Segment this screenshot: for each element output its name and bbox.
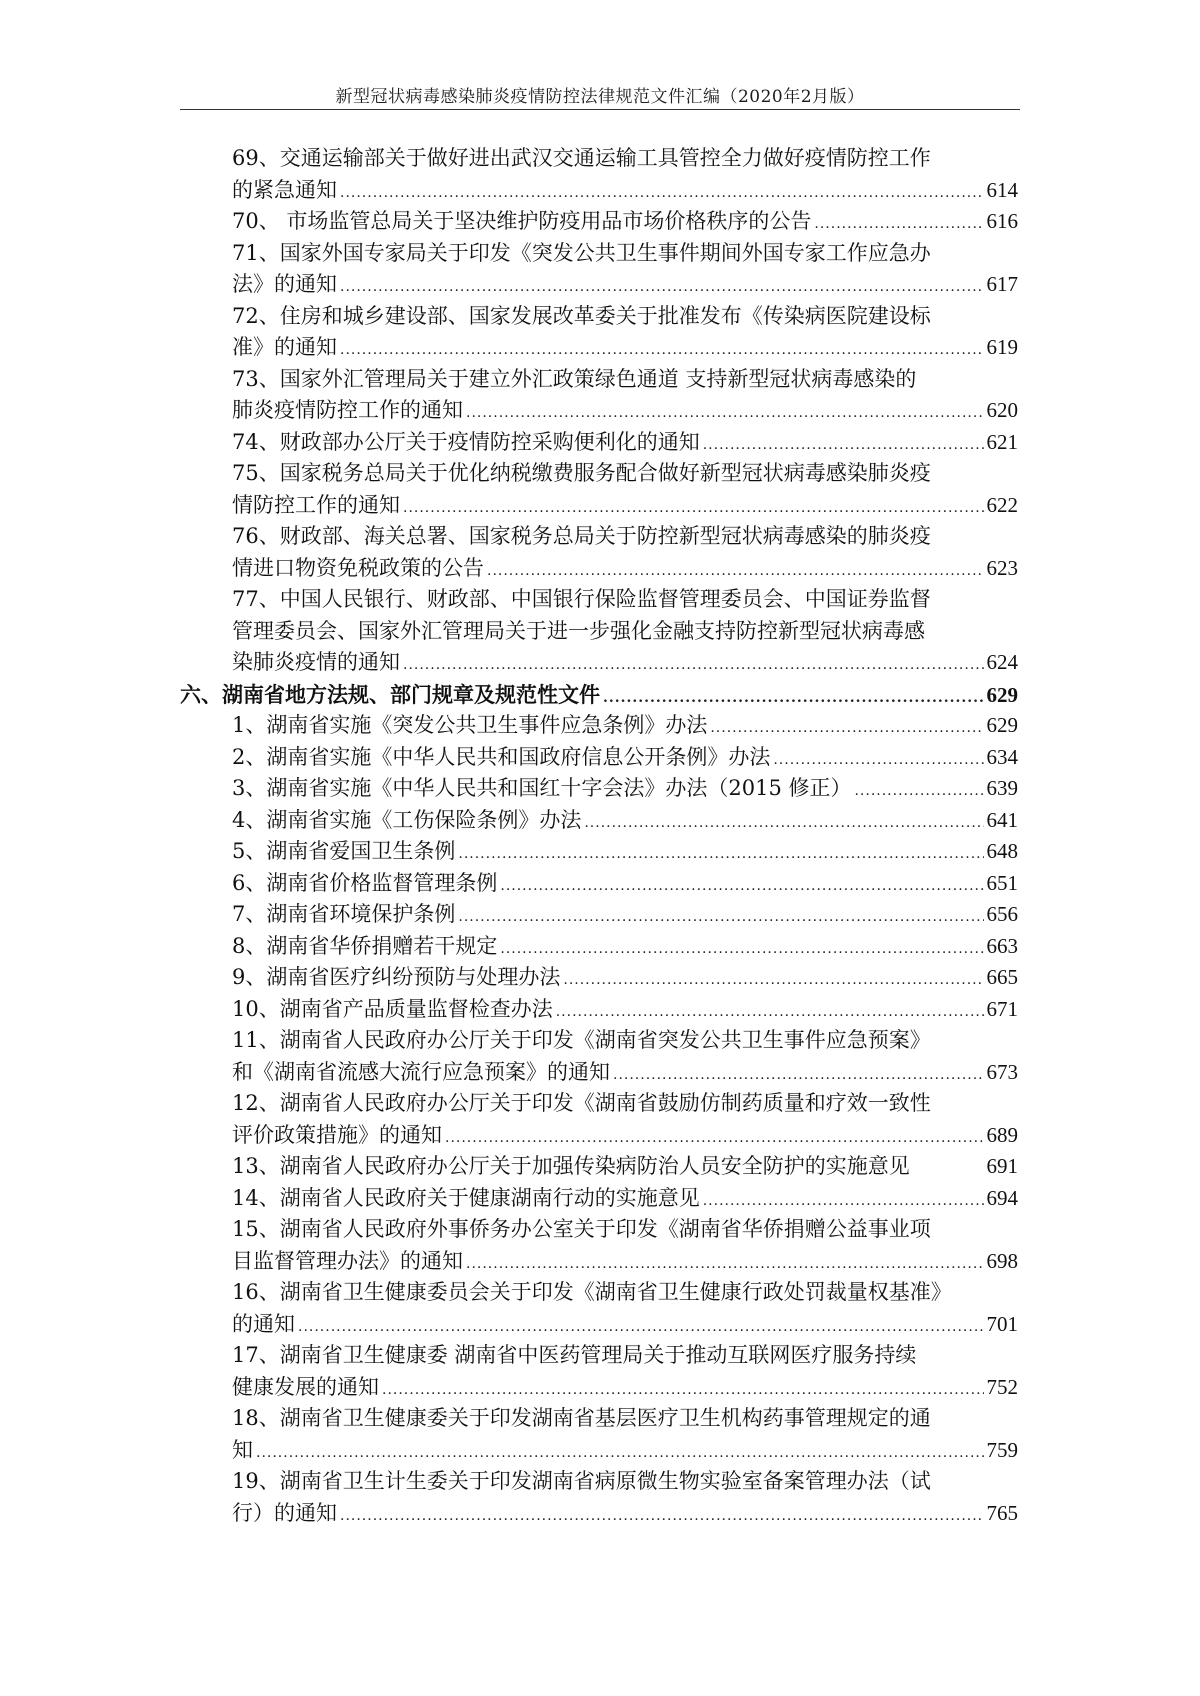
- toc-entry[interactable]: [232, 994, 1018, 1029]
- toc-entry-text: 13、湖南省人民政府办公厅关于加强传染病防治人员安全防护的实施意见: [232, 1154, 910, 1178]
- toc-page-number: 641: [986, 807, 1018, 832]
- toc-page-number: 619: [986, 335, 1018, 359]
- toc-entry-text: 2、湖南省实施《中华人民共和国政府信息公开条例》办法: [232, 744, 771, 769]
- toc-entry[interactable]: [232, 521, 1018, 587]
- toc-page-number: 629: [986, 682, 1018, 707]
- toc-entry-text: 7、湖南省环境保护条例: [232, 902, 456, 926]
- toc-entry[interactable]: [232, 427, 1018, 462]
- toc-entry[interactable]: [232, 584, 1018, 682]
- toc-entry-text: 和《湖南省流感大流行应急预案》的通知: [232, 1059, 610, 1084]
- dot-leader: [814, 209, 983, 241]
- toc-entry-text: 73、国家外汇管理局关于建立外汇政策绿色通道 支持新型冠状病毒感染的: [232, 366, 917, 391]
- toc-page-number: 648: [986, 839, 1018, 863]
- toc-page-number: 665: [986, 965, 1018, 989]
- toc-page-number: 651: [986, 870, 1018, 895]
- toc-page-number: 621: [986, 429, 1018, 454]
- dot-leader: [340, 178, 984, 210]
- dot-leader: [584, 808, 983, 840]
- dot-leader: [710, 713, 983, 745]
- toc-entry[interactable]: [232, 931, 1018, 966]
- toc-entry-text: 六、湖南省地方法规、部门规章及规范性文件: [180, 681, 600, 707]
- toc-entry[interactable]: [232, 1277, 1018, 1343]
- toc-page-number: 759: [986, 1437, 1018, 1462]
- dot-leader: [613, 1060, 984, 1092]
- toc-entry-text: 75、国家税务总局关于优化纳税缴费服务配合做好新型冠状病毒感染肺炎疫: [232, 461, 931, 485]
- toc-entry-text: 知: [232, 1437, 253, 1462]
- toc-entry-text: 10、湖南省产品质量监督检查办法: [232, 996, 553, 1021]
- toc-entry-text: 74、财政部办公厅关于疫情防控采购便利化的通知: [232, 429, 700, 454]
- toc-entry[interactable]: [232, 836, 1018, 871]
- dot-leader: [403, 650, 984, 682]
- toc-page-number: 701: [986, 1311, 1018, 1336]
- dot-leader: [256, 1438, 984, 1470]
- dot-leader: [703, 1186, 984, 1218]
- toc-entry-text: 健康发展的通知: [232, 1374, 379, 1399]
- toc-entry-text: 准》的通知: [232, 335, 337, 359]
- toc-entry-text: 的通知: [232, 1311, 295, 1336]
- toc-entry-text: 12、湖南省人民政府办公厅关于印发《湖南省鼓励仿制药质量和疗效一致性: [232, 1091, 931, 1115]
- toc-page-number: 694: [986, 1185, 1018, 1210]
- toc-entry[interactable]: [232, 1183, 1018, 1218]
- toc-entry[interactable]: [232, 742, 1018, 777]
- toc-entry-text: 8、湖南省华侨捐赠若干规定: [232, 933, 498, 958]
- toc-entry[interactable]: [232, 1214, 1018, 1280]
- toc-page-number: 671: [986, 996, 1018, 1021]
- toc-entry-text: 1、湖南省实施《突发公共卫生事件应急条例》办法: [232, 713, 708, 737]
- toc-entry[interactable]: [232, 143, 1018, 209]
- toc-entry-text: 情进口物资免税政策的公告: [232, 555, 484, 580]
- toc-page-number: 765: [986, 1500, 1018, 1525]
- dot-leader: [563, 965, 983, 997]
- toc-entry-text: 19、湖南省卫生计生委关于印发湖南省病原微生物实验室备案管理办法（试: [232, 1469, 931, 1493]
- toc-entry-text: 情防控工作的通知: [232, 492, 400, 517]
- toc-entry-text: 15、湖南省人民政府外事侨务办公室关于印发《湖南省华侨捐赠公益事业项: [232, 1217, 931, 1241]
- toc-entry[interactable]: [232, 868, 1018, 903]
- toc-entry-text: 肺炎疫情防控工作的通知: [232, 398, 463, 422]
- toc-entry-text: 4、湖南省实施《工伤保险条例》办法: [232, 807, 582, 832]
- toc-page-number: 698: [986, 1248, 1018, 1273]
- toc-entry-text: 染肺炎疫情的通知: [232, 650, 400, 674]
- toc-entry-text: 管理委员会、国家外汇管理局关于进一步强化金融支持防控新型冠状病毒感: [232, 618, 925, 643]
- toc-entry[interactable]: [232, 1340, 1018, 1406]
- toc-entry-text: 评价政策措施》的通知: [232, 1122, 442, 1147]
- dot-leader: [458, 839, 983, 871]
- toc-entry-text: 6、湖南省价格监督管理条例: [232, 870, 498, 895]
- toc-page-number: 673: [986, 1059, 1018, 1084]
- toc-entry[interactable]: [232, 1403, 1018, 1469]
- toc-page-number: 616: [986, 209, 1018, 233]
- toc-entry[interactable]: [232, 962, 1018, 997]
- dot-leader: [773, 745, 983, 777]
- toc-entry[interactable]: [232, 1466, 1018, 1532]
- toc-entry[interactable]: [232, 773, 1018, 808]
- toc-entry[interactable]: [232, 206, 1018, 241]
- toc-entry-text: 72、住房和城乡建设部、国家发展改革委关于批准发布《传染病医院建设标: [232, 303, 931, 328]
- toc-entry[interactable]: [232, 238, 1018, 304]
- dot-leader: [340, 1501, 984, 1533]
- dot-leader: [340, 335, 984, 367]
- toc-entry[interactable]: [232, 458, 1018, 524]
- toc-entry-text: 77、中国人民银行、财政部、中国银行保险监督管理委员会、中国证券监督: [232, 587, 931, 611]
- dot-leader: [340, 272, 984, 304]
- toc-page-number: 629: [986, 713, 1018, 737]
- toc-page-number: 624: [986, 650, 1018, 674]
- dot-leader: [500, 934, 983, 966]
- toc-entry-text: 76、财政部、海关总署、国家税务总局关于防控新型冠状病毒感染的肺炎疫: [232, 524, 931, 548]
- dot-leader: [298, 1312, 984, 1344]
- dot-leader: [466, 398, 984, 430]
- toc-entry-text: 17、湖南省卫生健康委 湖南省中医药管理局关于推动互联网医疗服务持续: [232, 1343, 917, 1367]
- toc-entry[interactable]: [232, 1151, 1018, 1186]
- toc-entry-text: 9、湖南省医疗纠纷预防与处理办法: [232, 965, 561, 989]
- toc-entry-text: 14、湖南省人民政府关于健康湖南行动的实施意见: [232, 1185, 700, 1210]
- toc-page-number: 622: [986, 492, 1018, 517]
- toc-page-number: 752: [986, 1374, 1018, 1399]
- toc-entry-text: 69、交通运输部关于做好进出武汉交通运输工具管控全力做好疫情防控工作: [232, 146, 931, 170]
- page-header: 新型冠状病毒感染肺炎疫情防控法律规范文件汇编（2020年2月版）: [335, 87, 865, 107]
- toc-section-heading[interactable]: [180, 679, 1018, 715]
- dot-leader: [500, 871, 983, 903]
- toc-entry[interactable]: [232, 364, 1018, 430]
- dot-leader: [487, 556, 984, 588]
- toc-page-number: 617: [986, 272, 1018, 296]
- dot-leader: [403, 493, 984, 525]
- toc-entry[interactable]: [232, 899, 1018, 934]
- toc-entry-text: 16、湖南省卫生健康委员会关于印发《湖南省卫生健康行政处罚裁量权基准》: [232, 1280, 952, 1304]
- toc-page-number: 614: [986, 177, 1018, 202]
- dot-leader: [466, 1249, 984, 1281]
- toc-entry-text: 目监督管理办法》的通知: [232, 1248, 463, 1273]
- dot-leader: [445, 1123, 984, 1155]
- toc-page-number: 689: [986, 1122, 1018, 1147]
- toc-entry-text: 18、湖南省卫生健康委关于印发湖南省基层医疗卫生机构药事管理规定的通: [232, 1406, 931, 1430]
- toc-entry-text: 11、湖南省人民政府办公厅关于印发《湖南省突发公共卫生事件应急预案》: [232, 1028, 931, 1052]
- toc-entry-text: 70、 市场监管总局关于坚决维护防疫用品市场价格秩序的公告: [232, 209, 812, 233]
- toc-entry[interactable]: [232, 710, 1018, 745]
- dot-leader: [458, 902, 983, 934]
- toc-entry[interactable]: [232, 805, 1018, 840]
- toc-entry-text: 的紧急通知: [232, 177, 337, 202]
- toc-entry-text: 法》的通知: [232, 272, 337, 296]
- toc-entry-text: 5、湖南省爱国卫生条例: [232, 839, 456, 863]
- toc-page-number: 656: [986, 902, 1018, 926]
- toc-page-number: 691: [986, 1154, 1018, 1178]
- toc-page-number: 620: [986, 398, 1018, 422]
- dot-leader: [382, 1375, 984, 1407]
- dot-leader: [703, 430, 984, 462]
- toc-page-number: 623: [986, 555, 1018, 580]
- dot-leader: [556, 997, 984, 1029]
- toc-page-number: 634: [986, 744, 1018, 769]
- toc-entry-text: 3、湖南省实施《中华人民共和国红十字会法》办法（2015 修正）: [232, 776, 852, 800]
- dot-leader: [854, 776, 983, 808]
- toc-entry[interactable]: [232, 1025, 1018, 1091]
- toc-entry[interactable]: [232, 301, 1018, 367]
- toc-page-number: 663: [986, 933, 1018, 958]
- toc-entry-text: 71、国家外国专家局关于印发《突发公共卫生事件期间外国专家工作应急办: [232, 240, 931, 265]
- toc-entry[interactable]: [232, 1088, 1018, 1154]
- toc-page-number: 639: [986, 776, 1018, 800]
- toc-entry-text: 行）的通知: [232, 1500, 337, 1525]
